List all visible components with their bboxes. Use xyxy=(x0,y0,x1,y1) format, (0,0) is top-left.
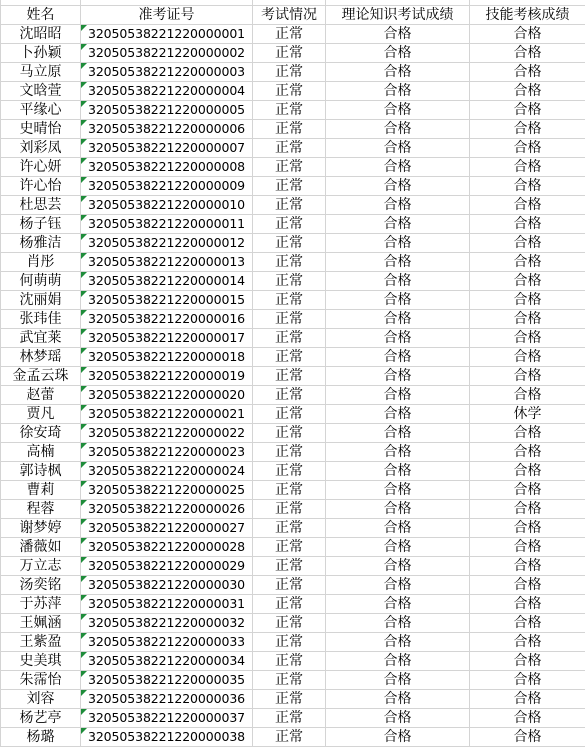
cell-name[interactable]: 肖彤 xyxy=(1,253,81,272)
cell-theory-result[interactable]: 合格 xyxy=(326,367,470,386)
cell-theory-result[interactable]: 合格 xyxy=(326,386,470,405)
table-row xyxy=(1,405,585,424)
cell-exam-id[interactable]: 32050538221220000005 xyxy=(81,101,253,120)
cell-exam-id[interactable]: 32050538221220000021 xyxy=(81,405,253,424)
cell-skill-result[interactable]: 合格 xyxy=(470,253,585,272)
cell-status[interactable]: 正常 xyxy=(253,82,326,101)
cell-skill-result[interactable]: 合格 xyxy=(470,25,585,44)
cell-exam-id[interactable]: 32050538221220000034 xyxy=(81,652,253,671)
cell-skill-result[interactable]: 合格 xyxy=(470,633,585,652)
cell-exam-id[interactable]: 32050538221220000009 xyxy=(81,177,253,196)
cell-exam-id[interactable]: 32050538221220000015 xyxy=(81,291,253,310)
cell-skill-result[interactable]: 合格 xyxy=(470,272,585,291)
cell-skill-result[interactable]: 合格 xyxy=(470,291,585,310)
cell-theory-result[interactable]: 合格 xyxy=(326,405,470,424)
table-row xyxy=(1,728,585,747)
cell-name[interactable]: 高楠 xyxy=(1,443,81,462)
cell-status[interactable]: 正常 xyxy=(253,443,326,462)
cell-theory-result[interactable]: 合格 xyxy=(326,158,470,177)
cell-skill-result[interactable]: 合格 xyxy=(470,462,585,481)
cell-exam-id[interactable]: 32050538221220000019 xyxy=(81,367,253,386)
cell-skill-result[interactable]: 合格 xyxy=(470,690,585,709)
cell-theory-result[interactable]: 合格 xyxy=(326,481,470,500)
table-row xyxy=(1,500,585,519)
cell-exam-id[interactable]: 32050538221220000038 xyxy=(81,728,253,747)
table-row xyxy=(1,690,585,709)
cell-theory-result[interactable]: 合格 xyxy=(326,614,470,633)
cell-status[interactable]: 正常 xyxy=(253,177,326,196)
cell-status[interactable]: 正常 xyxy=(253,101,326,120)
cell-name[interactable]: 于苏萍 xyxy=(1,595,81,614)
cell-status[interactable]: 正常 xyxy=(253,215,326,234)
cell-skill-result[interactable]: 合格 xyxy=(470,101,585,120)
cell-name[interactable]: 万立志 xyxy=(1,557,81,576)
cell-status[interactable]: 正常 xyxy=(253,576,326,595)
cell-exam-id[interactable]: 32050538221220000013 xyxy=(81,253,253,272)
cell-status[interactable]: 正常 xyxy=(253,709,326,728)
cell-skill-result[interactable]: 合格 xyxy=(470,709,585,728)
cell-theory-result[interactable]: 合格 xyxy=(326,633,470,652)
cell-theory-result[interactable]: 合格 xyxy=(326,709,470,728)
cell-status[interactable]: 正常 xyxy=(253,500,326,519)
cell-status[interactable]: 正常 xyxy=(253,291,326,310)
table-row xyxy=(1,101,585,120)
cell-name[interactable]: 贾凡 xyxy=(1,405,81,424)
cell-name[interactable]: 谢梦婷 xyxy=(1,519,81,538)
cell-name[interactable]: 许心怡 xyxy=(1,177,81,196)
table-row xyxy=(1,424,585,443)
cell-skill-result[interactable]: 合格 xyxy=(470,367,585,386)
cell-name[interactable]: 许心妍 xyxy=(1,158,81,177)
cell-theory-result[interactable]: 合格 xyxy=(326,576,470,595)
cell-exam-id[interactable]: 32050538221220000029 xyxy=(81,557,253,576)
cell-name[interactable]: 平缘心 xyxy=(1,101,81,120)
cell-exam-id[interactable]: 32050538221220000003 xyxy=(81,63,253,82)
cell-exam-id[interactable]: 32050538221220000033 xyxy=(81,633,253,652)
cell-name[interactable]: 徐安琦 xyxy=(1,424,81,443)
cell-exam-id[interactable]: 32050538221220000023 xyxy=(81,443,253,462)
cell-status[interactable]: 正常 xyxy=(253,253,326,272)
cell-exam-id[interactable]: 32050538221220000024 xyxy=(81,462,253,481)
cell-status[interactable]: 正常 xyxy=(253,196,326,215)
cell-theory-result[interactable]: 合格 xyxy=(326,595,470,614)
cell-exam-id[interactable]: 32050538221220000011 xyxy=(81,215,253,234)
cell-theory-result[interactable]: 合格 xyxy=(326,196,470,215)
cell-exam-id[interactable]: 32050538221220000037 xyxy=(81,709,253,728)
cell-exam-id[interactable]: 32050538221220000027 xyxy=(81,519,253,538)
cell-skill-result[interactable]: 合格 xyxy=(470,443,585,462)
table-row xyxy=(1,386,585,405)
cell-status[interactable]: 正常 xyxy=(253,557,326,576)
cell-status[interactable]: 正常 xyxy=(253,671,326,690)
cell-skill-result[interactable]: 合格 xyxy=(470,196,585,215)
cell-name[interactable]: 金孟云珠 xyxy=(1,367,81,386)
cell-name[interactable]: 杜思芸 xyxy=(1,196,81,215)
header-skill[interactable]: 技能考核成绩 xyxy=(470,6,585,25)
cell-skill-result[interactable]: 合格 xyxy=(470,120,585,139)
table-row xyxy=(1,234,585,253)
table-row xyxy=(1,481,585,500)
cell-skill-result[interactable]: 合格 xyxy=(470,215,585,234)
cell-name[interactable]: 林梦瑶 xyxy=(1,348,81,367)
cell-theory-result[interactable]: 合格 xyxy=(326,500,470,519)
table-row xyxy=(1,253,585,272)
table-row xyxy=(1,291,585,310)
cell-skill-result[interactable]: 合格 xyxy=(470,595,585,614)
header-id[interactable]: 准考证号 xyxy=(81,6,253,25)
cell-theory-result[interactable]: 合格 xyxy=(326,728,470,747)
table-row xyxy=(1,44,585,63)
cell-theory-result[interactable]: 合格 xyxy=(326,63,470,82)
cell-skill-result[interactable]: 合格 xyxy=(470,44,585,63)
cell-name[interactable]: 史美琪 xyxy=(1,652,81,671)
cell-status[interactable]: 正常 xyxy=(253,462,326,481)
cell-status[interactable]: 正常 xyxy=(253,481,326,500)
cell-status[interactable]: 正常 xyxy=(253,367,326,386)
cell-exam-id[interactable]: 32050538221220000020 xyxy=(81,386,253,405)
table-row xyxy=(1,709,585,728)
cell-skill-result[interactable]: 合格 xyxy=(470,614,585,633)
header-row xyxy=(1,6,585,25)
cell-skill-result[interactable]: 合格 xyxy=(470,576,585,595)
cell-status[interactable]: 正常 xyxy=(253,234,326,253)
table-row xyxy=(1,671,585,690)
cell-exam-id[interactable]: 32050538221220000010 xyxy=(81,196,253,215)
cell-name[interactable]: 马立原 xyxy=(1,63,81,82)
cell-name[interactable]: 郭诗枫 xyxy=(1,462,81,481)
table-row xyxy=(1,538,585,557)
cell-exam-id[interactable]: 32050538221220000025 xyxy=(81,481,253,500)
cell-theory-result[interactable]: 合格 xyxy=(326,82,470,101)
cell-status[interactable]: 正常 xyxy=(253,120,326,139)
table-row xyxy=(1,272,585,291)
cell-theory-result[interactable]: 合格 xyxy=(326,234,470,253)
header-theory[interactable]: 理论知识考试成绩 xyxy=(326,6,470,25)
cell-exam-id[interactable]: 32050538221220000004 xyxy=(81,82,253,101)
cell-exam-id[interactable]: 32050538221220000012 xyxy=(81,234,253,253)
cell-skill-result[interactable]: 合格 xyxy=(470,500,585,519)
cell-name[interactable]: 程蓉 xyxy=(1,500,81,519)
cell-exam-id[interactable]: 32050538221220000008 xyxy=(81,158,253,177)
cell-skill-result[interactable]: 合格 xyxy=(470,139,585,158)
cell-skill-result[interactable]: 合格 xyxy=(470,728,585,747)
cell-theory-result[interactable]: 合格 xyxy=(326,310,470,329)
cell-exam-id[interactable]: 32050538221220000031 xyxy=(81,595,253,614)
cell-skill-result[interactable]: 合格 xyxy=(470,481,585,500)
table-row xyxy=(1,310,585,329)
cell-theory-result[interactable]: 合格 xyxy=(326,272,470,291)
cell-skill-result[interactable]: 合格 xyxy=(470,310,585,329)
cell-exam-id[interactable]: 32050538221220000022 xyxy=(81,424,253,443)
table-row xyxy=(1,120,585,139)
table-row xyxy=(1,557,585,576)
cell-name[interactable]: 张玮佳 xyxy=(1,310,81,329)
table-row xyxy=(1,462,585,481)
cell-status[interactable]: 正常 xyxy=(253,139,326,158)
table-row xyxy=(1,633,585,652)
cell-skill-result[interactable]: 合格 xyxy=(470,158,585,177)
cell-theory-result[interactable]: 合格 xyxy=(326,690,470,709)
cell-name[interactable]: 沈丽娟 xyxy=(1,291,81,310)
cell-theory-result[interactable]: 合格 xyxy=(326,652,470,671)
cell-status[interactable]: 正常 xyxy=(253,652,326,671)
cell-status[interactable]: 正常 xyxy=(253,348,326,367)
table-row xyxy=(1,443,585,462)
table-row xyxy=(1,614,585,633)
cell-theory-result[interactable]: 合格 xyxy=(326,177,470,196)
cell-name[interactable]: 杨艺亭 xyxy=(1,709,81,728)
cell-skill-result[interactable]: 合格 xyxy=(470,652,585,671)
cell-status[interactable]: 正常 xyxy=(253,158,326,177)
cell-name[interactable]: 杨璐 xyxy=(1,728,81,747)
cell-skill-result[interactable]: 合格 xyxy=(470,538,585,557)
cell-exam-id[interactable]: 32050538221220000030 xyxy=(81,576,253,595)
cell-status[interactable]: 正常 xyxy=(253,728,326,747)
table-row xyxy=(1,158,585,177)
cell-name[interactable]: 卜孙颖 xyxy=(1,44,81,63)
cell-name[interactable]: 武宜莱 xyxy=(1,329,81,348)
header-name[interactable]: 姓名 xyxy=(1,6,81,25)
cell-theory-result[interactable]: 合格 xyxy=(326,443,470,462)
cell-name[interactable]: 汤奕铭 xyxy=(1,576,81,595)
cell-status[interactable]: 正常 xyxy=(253,44,326,63)
cell-exam-id[interactable]: 32050538221220000018 xyxy=(81,348,253,367)
cell-theory-result[interactable]: 合格 xyxy=(326,671,470,690)
cell-theory-result[interactable]: 合格 xyxy=(326,215,470,234)
table-row xyxy=(1,576,585,595)
cell-exam-id[interactable]: 32050538221220000028 xyxy=(81,538,253,557)
table-row xyxy=(1,329,585,348)
cell-name[interactable]: 王姵涵 xyxy=(1,614,81,633)
cell-exam-id[interactable]: 32050538221220000016 xyxy=(81,310,253,329)
cell-status[interactable]: 正常 xyxy=(253,614,326,633)
cell-theory-result[interactable]: 合格 xyxy=(326,462,470,481)
cell-skill-result[interactable]: 合格 xyxy=(470,557,585,576)
cell-skill-result[interactable]: 合格 xyxy=(470,329,585,348)
cell-exam-id[interactable]: 32050538221220000002 xyxy=(81,44,253,63)
cell-exam-id[interactable]: 32050538221220000032 xyxy=(81,614,253,633)
cell-name[interactable]: 沈昭昭 xyxy=(1,25,81,44)
cell-status[interactable]: 正常 xyxy=(253,25,326,44)
cell-status[interactable]: 正常 xyxy=(253,63,326,82)
table-row xyxy=(1,367,585,386)
cell-exam-id[interactable]: 32050538221220000006 xyxy=(81,120,253,139)
cell-name[interactable]: 刘彩凤 xyxy=(1,139,81,158)
cell-theory-result[interactable]: 合格 xyxy=(326,519,470,538)
cell-theory-result[interactable]: 合格 xyxy=(326,424,470,443)
cell-theory-result[interactable]: 合格 xyxy=(326,120,470,139)
table-row xyxy=(1,196,585,215)
cell-name[interactable]: 赵蕾 xyxy=(1,386,81,405)
cell-name[interactable]: 王紫盈 xyxy=(1,633,81,652)
cell-name[interactable]: 曹莉 xyxy=(1,481,81,500)
cell-exam-id[interactable]: 32050538221220000026 xyxy=(81,500,253,519)
cell-status[interactable]: 正常 xyxy=(253,519,326,538)
cell-name[interactable]: 朱霈怡 xyxy=(1,671,81,690)
cell-skill-result[interactable]: 休学 xyxy=(470,405,585,424)
cell-name[interactable]: 刘容 xyxy=(1,690,81,709)
cell-status[interactable]: 正常 xyxy=(253,329,326,348)
table-row xyxy=(1,63,585,82)
table-row xyxy=(1,519,585,538)
cell-theory-result[interactable]: 合格 xyxy=(326,44,470,63)
cell-status[interactable]: 正常 xyxy=(253,272,326,291)
header-status[interactable]: 考试情况 xyxy=(253,6,326,25)
table-row xyxy=(1,595,585,614)
cell-theory-result[interactable]: 合格 xyxy=(326,139,470,158)
cell-exam-id[interactable]: 32050538221220000007 xyxy=(81,139,253,158)
cell-skill-result[interactable]: 合格 xyxy=(470,348,585,367)
cell-theory-result[interactable]: 合格 xyxy=(326,557,470,576)
cell-exam-id[interactable]: 32050538221220000017 xyxy=(81,329,253,348)
cell-name[interactable]: 文晗萱 xyxy=(1,82,81,101)
cell-status[interactable]: 正常 xyxy=(253,538,326,557)
table-row xyxy=(1,652,585,671)
cell-status[interactable]: 正常 xyxy=(253,424,326,443)
cell-status[interactable]: 正常 xyxy=(253,595,326,614)
cell-status[interactable]: 正常 xyxy=(253,690,326,709)
cell-skill-result[interactable]: 合格 xyxy=(470,671,585,690)
cell-skill-result[interactable]: 合格 xyxy=(470,386,585,405)
cell-status[interactable]: 正常 xyxy=(253,405,326,424)
cell-theory-result[interactable]: 合格 xyxy=(326,291,470,310)
cell-exam-id[interactable]: 32050538221220000001 xyxy=(81,25,253,44)
cell-skill-result[interactable]: 合格 xyxy=(470,177,585,196)
table-row xyxy=(1,215,585,234)
table-row xyxy=(1,25,585,44)
cell-skill-result[interactable]: 合格 xyxy=(470,519,585,538)
cell-skill-result[interactable]: 合格 xyxy=(470,234,585,253)
cell-exam-id[interactable]: 32050538221220000014 xyxy=(81,272,253,291)
cell-status[interactable]: 正常 xyxy=(253,310,326,329)
cell-name[interactable]: 杨雅洁 xyxy=(1,234,81,253)
cell-status[interactable]: 正常 xyxy=(253,633,326,652)
cell-skill-result[interactable]: 合格 xyxy=(470,82,585,101)
cell-theory-result[interactable]: 合格 xyxy=(326,538,470,557)
table-row xyxy=(1,177,585,196)
cell-skill-result[interactable]: 合格 xyxy=(470,424,585,443)
cell-name[interactable]: 潘薇如 xyxy=(1,538,81,557)
cell-skill-result[interactable]: 合格 xyxy=(470,63,585,82)
cell-theory-result[interactable]: 合格 xyxy=(326,101,470,120)
cell-theory-result[interactable]: 合格 xyxy=(326,348,470,367)
cell-name[interactable]: 何萌萌 xyxy=(1,272,81,291)
cell-exam-id[interactable]: 32050538221220000036 xyxy=(81,690,253,709)
cell-name[interactable]: 杨子钰 xyxy=(1,215,81,234)
cell-exam-id[interactable]: 32050538221220000035 xyxy=(81,671,253,690)
cell-name[interactable]: 史晴怡 xyxy=(1,120,81,139)
table-row xyxy=(1,139,585,158)
cell-theory-result[interactable]: 合格 xyxy=(326,25,470,44)
cell-theory-result[interactable]: 合格 xyxy=(326,329,470,348)
table-row xyxy=(1,348,585,367)
cell-status[interactable]: 正常 xyxy=(253,386,326,405)
table-row xyxy=(1,82,585,101)
cell-theory-result[interactable]: 合格 xyxy=(326,253,470,272)
